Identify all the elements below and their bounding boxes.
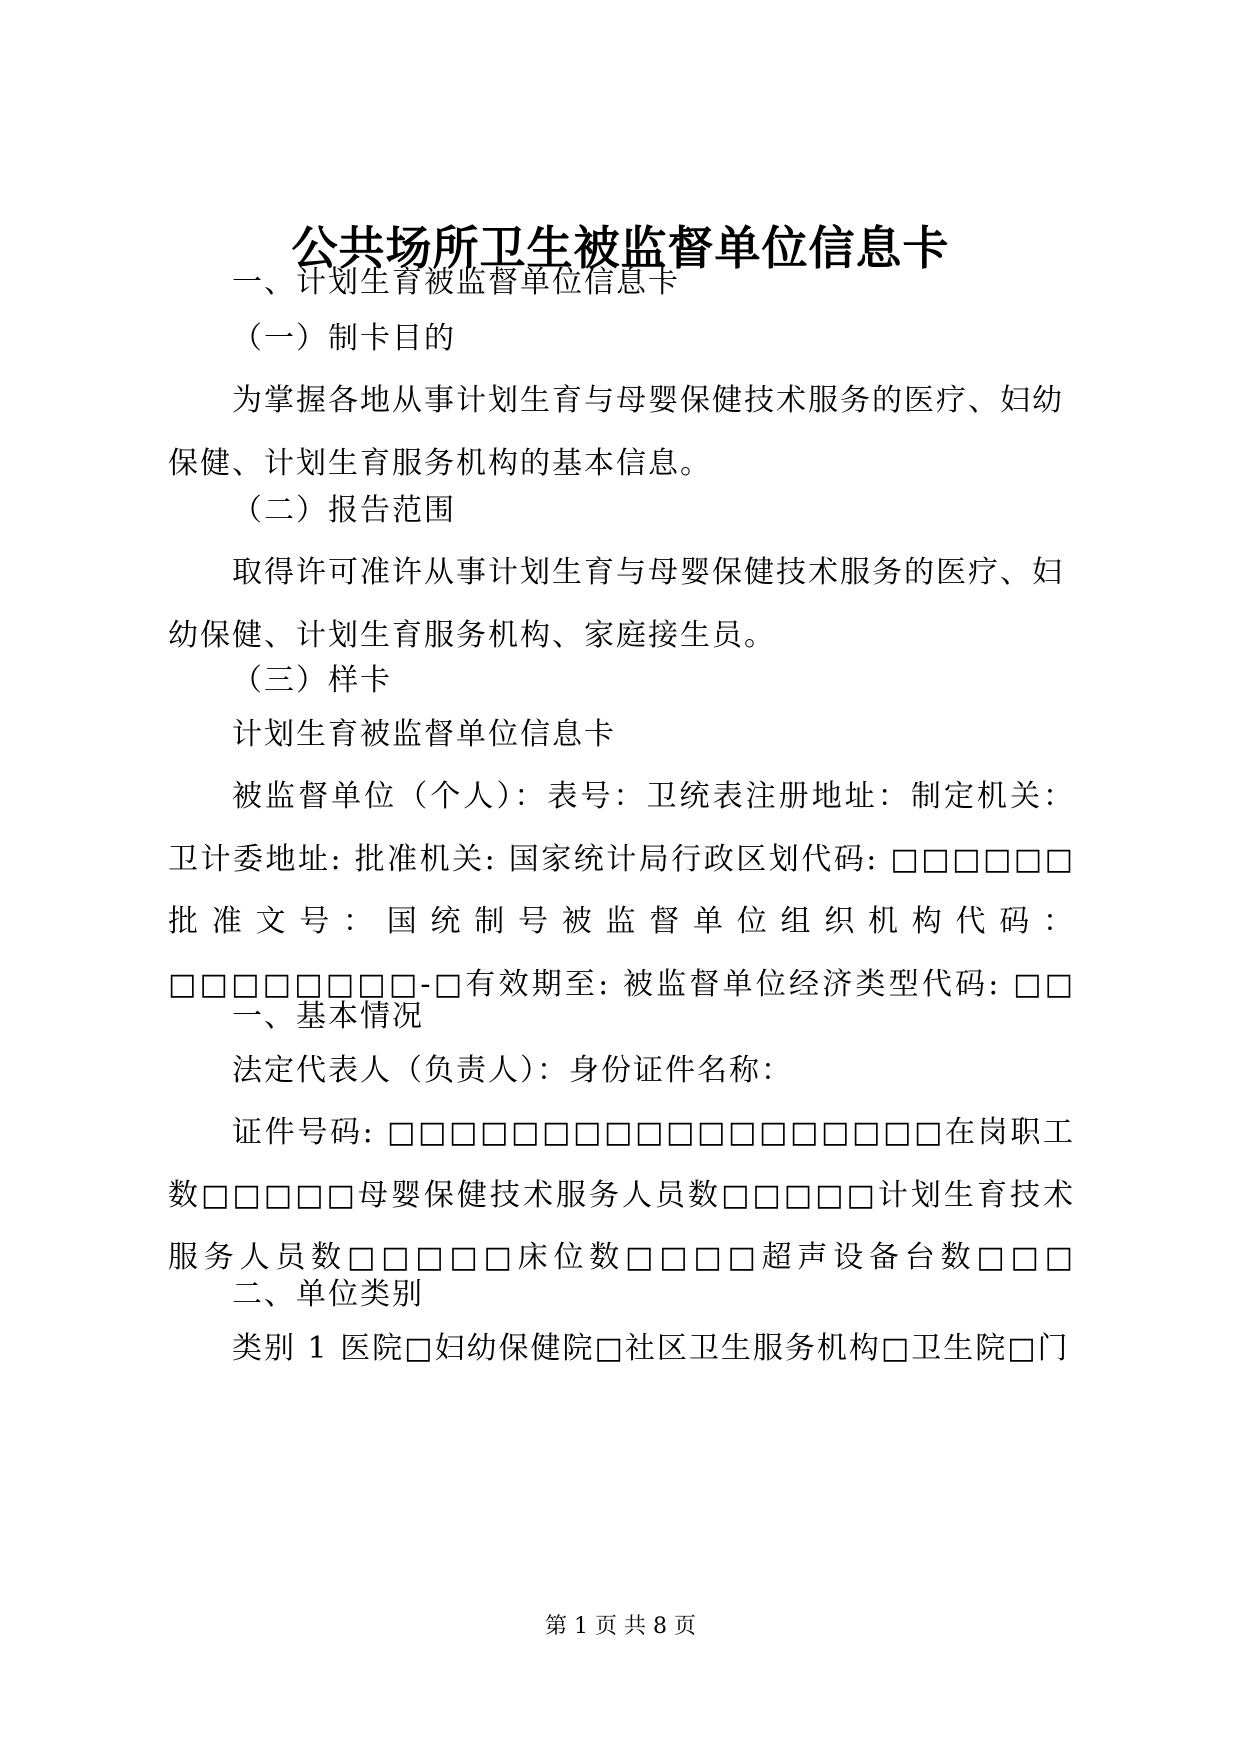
body-paragraph: 为掌握各地从事计划生育与母婴保健技术服务的医疗、妇幼保健、计划生育服务机构的基本信息。 bbox=[168, 383, 1064, 481]
body-paragraph: 法定代表人（负责人）：身份证件名称： bbox=[232, 1053, 793, 1088]
section-heading: 一、计划生育被监督单位信息卡 bbox=[232, 265, 680, 300]
body-paragraph: 类别 1 医院□妇幼保健院□社区卫生服务机构□卫生院□门 bbox=[232, 1331, 1070, 1366]
section-heading: 一、基本情况 bbox=[232, 999, 424, 1034]
subsection-heading: （二）报告范围 bbox=[232, 493, 456, 528]
body-paragraph: 计划生育被监督单位信息卡 bbox=[232, 717, 616, 752]
subsection-heading: （一）制卡目的 bbox=[232, 321, 456, 356]
subsection-heading: （三）样卡 bbox=[232, 663, 392, 698]
page-footer: 第 1 页 共 8 页 bbox=[545, 1614, 696, 1639]
staff-counts-paragraph: 证件号码: □□□□□□□□□□□□□□□□□□在岗职工数□□□□□母婴保健技术服务人员数□□□□□计划生育技术服务人员数□□□□□床位数□□□□超声设备台数□□□ bbox=[168, 1115, 1075, 1275]
card-fields-paragraph: 被监督单位（个人）：表号：卫统表注册地址：制定机关：卫计委地址: 批准机关: 国家统计局行政区划代码: □□□□□□批准文号：国统制号被监督单位组织机构代码：□□□□□□□□-□有效期至: 被监督单位经济类型代码: □□ bbox=[168, 779, 1075, 1002]
body-paragraph: 取得许可准许从事计划生育与母婴保健技术服务的医疗、妇幼保健、计划生育服务机构、家庭接生员。 bbox=[168, 555, 1064, 653]
document-title: 公共场所卫生被监督单位信息卡 bbox=[291, 221, 950, 275]
section-heading: 二、单位类别 bbox=[232, 1277, 424, 1312]
